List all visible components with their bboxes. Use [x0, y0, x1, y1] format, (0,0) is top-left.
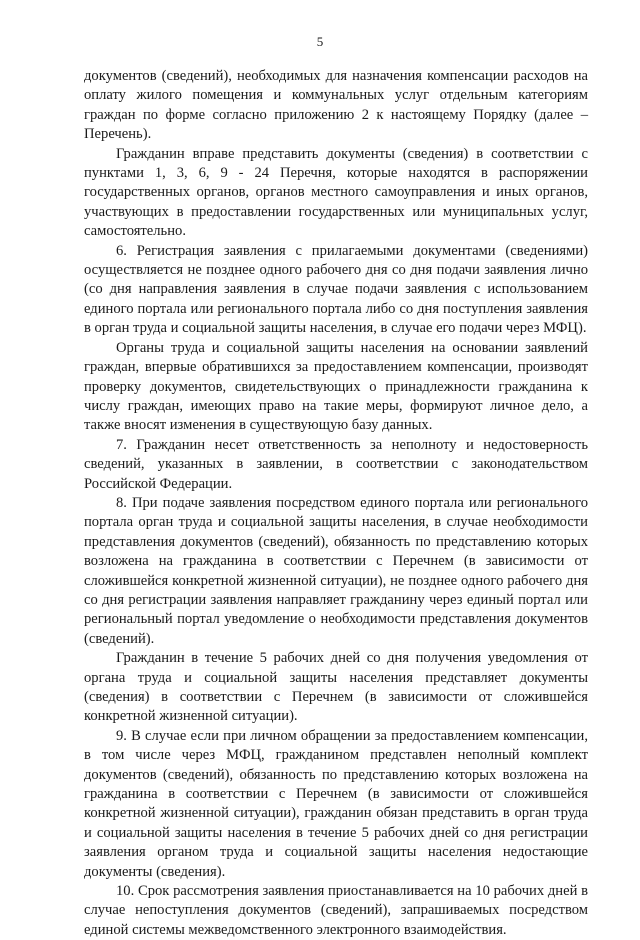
page-number: 5 — [316, 34, 324, 49]
paragraph-continuation: документов (сведений), необходимых для назначения компенсации расходов на оплату жилого помещения и коммунальных услуг отдельным категориям граждан по форме согласно приложению 2 к настоящему Порядку (далее – Перечень). — [84, 68, 588, 143]
document-body — [84, 67, 588, 940]
paragraph-item-9: 9. В случае если при личном обращении за предоставлением компенсации, в том числе через МФЦ, гражданином представлен неполный комплект документов (сведений), обязанность по представлению которых возложена на гражданина в соответствии с Перечнем (в зависимости от сложившейся конкретной жизненной ситуации), гражданин обязан представить в орган труда и социальной защиты населения в течение 5 рабочих дней со дня регистрации заявления органом труда и социальной защиты населения недостающие документы (сведения). — [84, 727, 588, 880]
paragraph-item-10: 10. Срок рассмотрения заявления приостанавливается на 10 рабочих дней в случае непоступления документов (сведений), запрашиваемых посредством единой системы межведомственного электронного взаимодействия. — [84, 883, 588, 938]
paragraph-documents-right: Гражданин вправе представить документы (сведения) в соответствии с пунктами 1, 3, 6, 9 - 24 Перечня, которые находятся в распоряжении государственных органов, органов местного самоуправления и иных органов, участвующих в предоставлении государственных или муниципальных услуг, самостоятельно. — [84, 145, 588, 240]
paragraph-item-7: 7. Гражданин несет ответственность за неполноту и недостоверность сведений, указанных в заявлении, в соответствии с законодательством Российской Федерации. — [84, 436, 588, 492]
paragraph-five-days: Гражданин в течение 5 рабочих дней со дня получения уведомления от органа труда и социальной защиты населения представляет документы (сведения) в соответствии с Перечнем (в зависимости от сложившейся конкретной жизненной ситуации). — [84, 650, 588, 725]
paragraph-item-8: 8. При подаче заявления посредством единого портала или регионального портала орган труда и социальной защиты населения, в случае необходимости представления документов (сведений), обязанность по представлению которых возложена на гражданина в соответствии с Перечнем (в зависимости от сложившейся конкретной жизненной ситуации), не позднее одного рабочего дня со дня регистрации заявления направляет гражданину через единый портал или региональный портал уведомление о необходимости представления документов (сведений). — [84, 494, 588, 647]
paragraph-organs-check: Органы труда и социальной защиты населения на основании заявлений граждан, впервые обратившихся за предоставлением компенсации, производят проверку документов, свидетельствующих о принадлежности гражданина к числу граждан, имеющих право на такие меры, формируют личное дело, а также вносят изменения в существующую базу данных. — [84, 339, 588, 434]
paragraph-item-6: 6. Регистрация заявления с прилагаемыми документами (сведениями) осуществляется не позднее одного рабочего дня со дня подачи заявления лично (со дня направления заявления в случае подачи заявления с использованием единого портала или регионального портала либо со дня поступления заявления в орган труда и социальной защиты населения, в случае его подачи через МФЦ). — [84, 242, 588, 337]
